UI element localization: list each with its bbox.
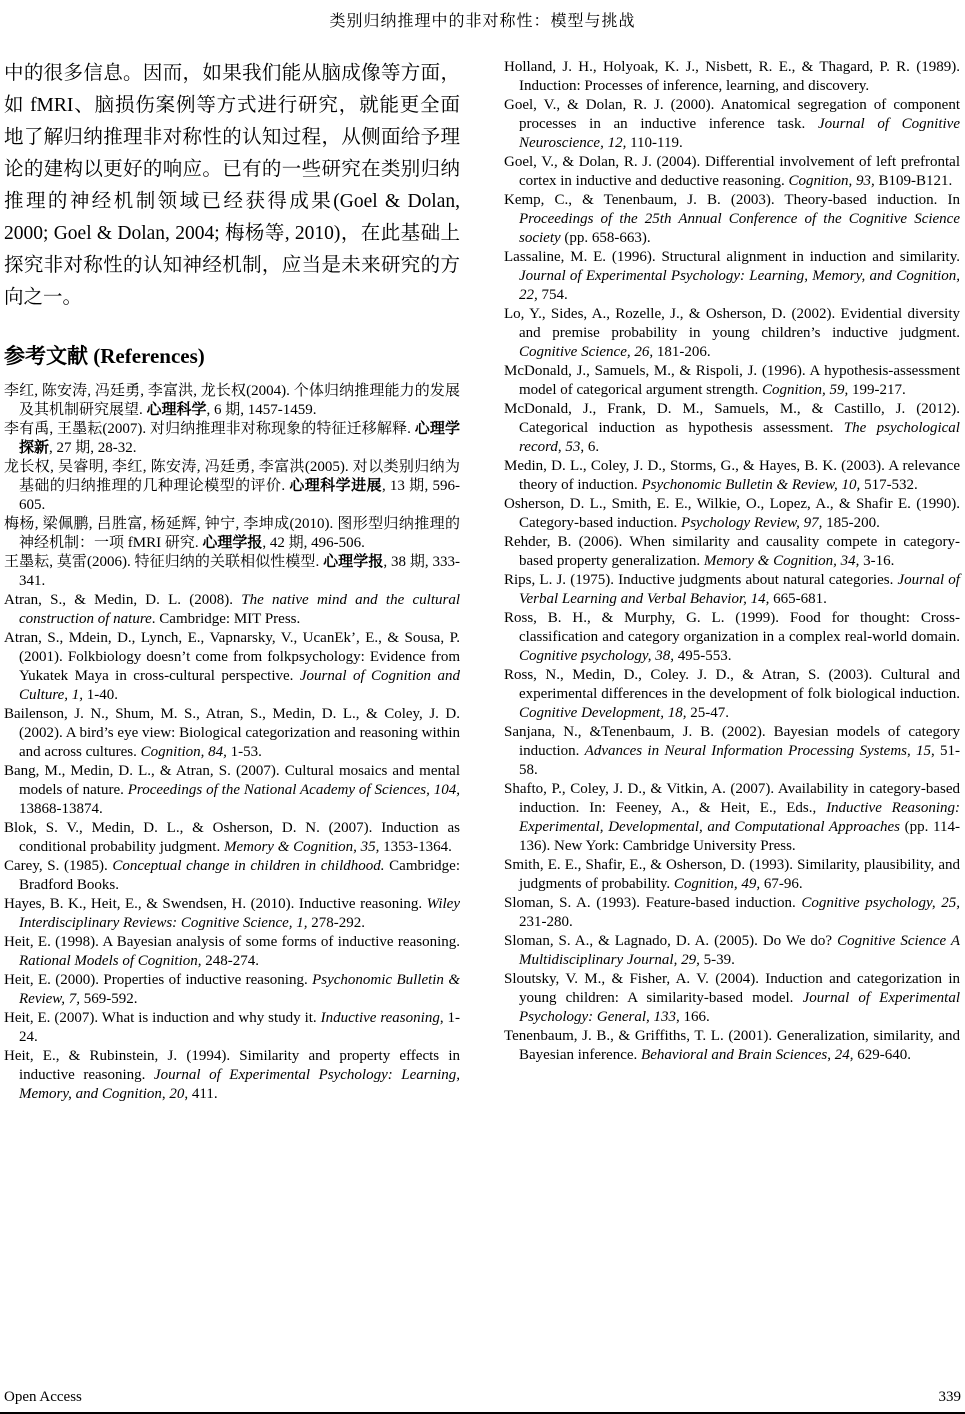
reference-text: , 411. bbox=[184, 1086, 218, 1102]
reference-text: 754. bbox=[537, 287, 568, 303]
reference-text: Rehder, B. (2006). When similarity and causality compete in category-based property generalization. bbox=[504, 534, 960, 569]
reference-item bbox=[504, 457, 960, 495]
reference-text: 248-274. bbox=[201, 953, 259, 969]
reference-item bbox=[4, 857, 460, 895]
reference-text: 梅杨, 梁佩鹏, 吕胜富, 杨延辉, 钟宁, 李坤成(2010). 图形型归纳推理的神经机制：一项 fMRI 研究. bbox=[4, 516, 460, 551]
reference-item bbox=[504, 495, 960, 533]
reference-text: Rips, L. J. (1975). Inductive judgments about natural categories. bbox=[504, 572, 898, 588]
reference-text: Goel, V., & Dolan, R. J. (2000). Anatomical segregation of component processes in an inductive inference task. bbox=[504, 97, 960, 132]
reference-text: , bbox=[161, 1086, 170, 1102]
reference-text: Cognition, 59, bbox=[761, 382, 849, 398]
reference-text: 185-200. bbox=[822, 515, 880, 531]
page-footer bbox=[4, 1389, 961, 1406]
reference-text: The native mind and the cultural construction of nature bbox=[19, 592, 461, 627]
reference-text: Cognition, 84, bbox=[140, 744, 227, 760]
reference-text: 13868-13874. bbox=[19, 801, 103, 817]
page-title: 类别归纳推理中的非对称性：模型与挑战 bbox=[329, 13, 636, 30]
reference-text: Psychonomic Bulletin & Review, 10, bbox=[641, 477, 861, 493]
reference-text: 25-47. bbox=[686, 705, 729, 721]
reference-text: , 38 期, 333-341. bbox=[19, 554, 460, 589]
right-column bbox=[504, 58, 960, 1104]
reference-text: Cognitive psychology, 38, bbox=[519, 648, 674, 664]
reference-text: 心理学探新 bbox=[19, 421, 460, 456]
reference-text: Conceptual change in children in childhood. bbox=[112, 858, 385, 874]
reference-text: 1353-1364. bbox=[379, 839, 452, 855]
reference-item bbox=[504, 153, 960, 191]
reference-text: 心理科学进展 bbox=[289, 478, 382, 494]
reference-text: Sloman, S. A., & Lagnado, D. A. (2005). Do We do? bbox=[504, 933, 838, 949]
reference-item bbox=[504, 305, 960, 362]
reference-text: Journal of Experimental Psychology: Learning, Memory, and Cognition bbox=[19, 1067, 461, 1102]
reference-item bbox=[504, 248, 960, 305]
reference-text: Cognitive psychology, 25, bbox=[801, 895, 960, 911]
reference-text: , 1-24. bbox=[19, 1010, 461, 1045]
reference-text: 心理学报 bbox=[202, 535, 263, 551]
reference-text: Cambridge: Bradford Books. bbox=[19, 858, 460, 893]
reference-text: Journal of Cognitive Neuroscience, 12, bbox=[519, 116, 961, 151]
reference-text: Journal of Verbal Learning and Verbal Behavior, 14, bbox=[519, 572, 960, 607]
reference-text: 3-16. bbox=[859, 553, 895, 569]
reference-item bbox=[4, 591, 460, 629]
reference-text: Heit, E., & Rubinstein, J. (1994). Similarity and property effects in inductive reasoning. bbox=[4, 1048, 460, 1083]
reference-item bbox=[504, 58, 960, 96]
reference-item bbox=[504, 932, 960, 970]
reference-item bbox=[504, 894, 960, 932]
reference-text: B109-B121. bbox=[874, 173, 953, 189]
reference-text: 517-532. bbox=[860, 477, 918, 493]
reference-text: Journal of Experimental Psychology: Learning, Memory, and Cognition, 22, bbox=[519, 268, 960, 303]
reference-text: Lassaline, M. E. (1996). Structural alignment in induction and similarity. bbox=[504, 249, 960, 265]
reference-item bbox=[4, 819, 460, 857]
reference-item bbox=[504, 970, 960, 1027]
reference-text: 1-53. bbox=[226, 744, 262, 760]
reference-item bbox=[504, 191, 960, 248]
reference-text: Hayes, B. K., Heit, E., & Swendsen, H. (2010). Inductive reasoning. bbox=[4, 896, 427, 912]
reference-text: 20 bbox=[169, 1086, 185, 1102]
reference-text: Wiley Interdisciplinary Reviews: Cognitive Science, 1, bbox=[19, 896, 460, 931]
reference-text: Tenenbaum, J. B., & Griffiths, T. L. (2001). Generalization, similarity, and Bayesian inference. bbox=[504, 1028, 960, 1063]
reference-text: , bbox=[557, 439, 566, 455]
reference-text: Proceedings of the National Academy of Sciences, 104, bbox=[127, 782, 460, 798]
reference-text: , 13 期, 596-605. bbox=[19, 478, 460, 513]
reference-text: 199-217. bbox=[848, 382, 906, 398]
reference-text: Lo, Y., Sides, A., Rozelle, J., & Osherson, D. (2002). Evidential diversity and premise probability in young children’s inductive judgment. bbox=[504, 306, 960, 341]
reference-text: 278-292. bbox=[307, 915, 366, 931]
reference-text: , 6 期, 1457-1459. bbox=[206, 402, 317, 418]
reference-item bbox=[4, 629, 460, 705]
reference-item bbox=[4, 1009, 460, 1047]
references-heading: 参考文献 (References) bbox=[4, 344, 205, 368]
reference-text: , 51-58. bbox=[519, 743, 960, 778]
reference-text: Psychology Review, 97, bbox=[681, 515, 823, 531]
reference-item bbox=[4, 382, 460, 420]
left-column bbox=[4, 58, 460, 1104]
reference-text: 181-206. bbox=[653, 344, 711, 360]
intro-paragraph: 中的很多信息。因而，如果我们能从脑成像等方面，如 fMRI、脑损伤案例等方式进行研究，就能更全面地了解归纳推理非对称性的认知过程，从侧面给予理论的建构以更好的响应。已有的一些研究在类别归纳推理的神经机制领域已经获得成果(Goel & Dolan, 2000; Goel & Dolan, 2004; 梅杨等, 2010)，在此基础上探究非对称性的认知神经机制，应当是未来研究的方向之一。 bbox=[4, 63, 460, 308]
reference-text: Heit, E. (1998). A Bayesian analysis of some forms of inductive reasoning. bbox=[4, 934, 460, 950]
reference-text: Cognition, 93, bbox=[788, 173, 875, 189]
reference-text: McDonald, J., Frank, D. M., Samuels, M., & Castillo, J. (2012). Categorical induction as hypothesis assessment. bbox=[504, 401, 960, 436]
reference-item bbox=[4, 762, 460, 819]
reference-text: Ross, B. H., & Murphy, G. L. (1999). Food for thought: Cross-classification and category organization in a complex real-world domain. bbox=[504, 610, 960, 645]
reference-text: Sloutsky, V. M., & Fisher, A. V. (2004). Induction and categorization in young children: A similarity-based model. bbox=[504, 971, 960, 1006]
reference-text: 231-280. bbox=[519, 914, 573, 930]
reference-item bbox=[4, 705, 460, 762]
reference-text: (pp. 658-663). bbox=[560, 230, 651, 246]
reference-text: Holland, J. H., Holyoak, K. J., Nisbett, R. E., & Thagard, P. R. (1989). Induction: Processes of inference, learning, and discovery. bbox=[504, 59, 960, 94]
reference-text: 67-96. bbox=[760, 876, 803, 892]
reference-text: Proceedings of the 25th Annual Conference of the Cognitive Science society bbox=[519, 211, 960, 246]
reference-text: Cognitive Science A Multidisciplinary Journal, 29, bbox=[519, 933, 960, 968]
reference-text: Kemp, C., & Tenenbaum, J. B. (2003). Theory-based induction. In bbox=[504, 192, 960, 208]
reference-text: Cognitive Development, 18, bbox=[519, 705, 687, 721]
reference-text: Bang, M., Medin, D. L., & Atran, S. (2007). Cultural mosaics and mental models of nature. bbox=[4, 763, 460, 798]
reference-text: Carey, S. (1985). bbox=[4, 858, 113, 874]
reference-text: The psychological record bbox=[519, 420, 960, 455]
reference-item bbox=[4, 895, 460, 933]
reference-text: Sanjana, N., &Tenenbaum, J. B. (2002). Bayesian models of category induction. bbox=[504, 724, 960, 759]
reference-text: Heit, E. (2007). What is induction and why study it. bbox=[4, 1010, 321, 1026]
reference-text: 5-39. bbox=[699, 952, 735, 968]
reference-text: 665-681. bbox=[769, 591, 827, 607]
reference-item bbox=[504, 780, 960, 856]
reference-text: . Cambridge: MIT Press. bbox=[151, 611, 301, 627]
reference-text: Rational Models of Cognition, bbox=[19, 953, 202, 969]
reference-text: , 6. bbox=[580, 439, 600, 455]
reference-item bbox=[504, 571, 960, 609]
reference-text: , bbox=[907, 743, 916, 759]
reference-item bbox=[4, 515, 460, 553]
reference-item bbox=[504, 1027, 960, 1065]
reference-text: Shafto, P., Coley, J. D., & Vitkin, A. (2007). Availability in category-based induction. In: Feeney, A., & Heit, E., Eds., bbox=[504, 781, 960, 816]
reference-item bbox=[4, 933, 460, 971]
reference-text: 15 bbox=[916, 743, 931, 759]
reference-item bbox=[504, 723, 960, 780]
reference-text: , 42 期, 496-506. bbox=[262, 535, 365, 551]
reference-text: 李有禹, 王墨耘(2007). 对归纳推理非对称现象的特征迁移解释. bbox=[4, 421, 415, 437]
reference-item bbox=[504, 96, 960, 153]
reference-text: Cognitive Science, 26, bbox=[519, 344, 654, 360]
reference-item bbox=[504, 666, 960, 723]
reference-text: 龙长权, 吴睿明, 李红, 陈安涛, 冯廷勇, 李富洪(2005). 对以类别归纳为基础的归纳推理的几种理论模型的评价. bbox=[4, 459, 460, 494]
reference-text: Heit, E. (2000). Properties of inductive reasoning. bbox=[4, 972, 313, 988]
reference-text: Behavioral and Brain Sciences bbox=[641, 1047, 828, 1063]
reference-text: Journal of Experimental Psychology: General, 133 bbox=[519, 990, 960, 1025]
reference-item bbox=[504, 362, 960, 400]
content-columns bbox=[0, 58, 965, 1104]
reference-text: Journal of Cognition and Culture, 1, bbox=[19, 668, 460, 703]
reference-text: Atran, S., & Medin, D. L. (2008). bbox=[4, 592, 242, 608]
references-list-left bbox=[4, 382, 460, 1104]
reference-text: Memory & Cognition, 35, bbox=[223, 839, 380, 855]
references-list-right bbox=[504, 58, 960, 1065]
reference-text: Psychonomic Bulletin & Review, 7, bbox=[19, 972, 460, 1007]
reference-text: Advances in Neural Information Processing Systems bbox=[584, 743, 907, 759]
reference-text: Bailenson, J. N., Shum, M. S., Atran, S., Medin, D. L., & Coley, J. D. (2002). A bird’s eye view: Biological categorization and reasoning within and across cultures. bbox=[4, 706, 460, 760]
reference-text: 495-553. bbox=[673, 648, 732, 664]
reference-item bbox=[4, 971, 460, 1009]
reference-text: 心理科学 bbox=[146, 402, 207, 418]
reference-text: McDonald, J., Samuels, M., & Rispoli, J. (1996). A hypothesis-assessment model of categorical argument strength. bbox=[504, 363, 960, 398]
reference-item bbox=[504, 609, 960, 666]
reference-item bbox=[504, 533, 960, 571]
reference-text: 569-592. bbox=[79, 991, 138, 1007]
reference-text: Sloman, S. A. (1993). Feature-based induction. bbox=[504, 895, 802, 911]
reference-text: 心理学报 bbox=[323, 554, 384, 570]
reference-text: Osherson, D. L., Smith, E. E., Wilkie, O., Lopez, A., & Shafir E. (1990). Category-based induction. bbox=[504, 496, 960, 531]
reference-item bbox=[504, 400, 960, 457]
reference-item bbox=[4, 553, 460, 591]
reference-item bbox=[4, 1047, 460, 1104]
page-number: 339 bbox=[938, 1389, 961, 1405]
reference-item bbox=[4, 458, 460, 515]
reference-text: 王墨耘, 莫雷(2006). 特征归纳的关联相似性模型. bbox=[4, 554, 324, 570]
reference-text: 24 bbox=[834, 1047, 850, 1063]
reference-text: 110-119. bbox=[626, 135, 683, 151]
reference-text: Blok, S. V., Medin, D. L., & Osherson, D. N. (2007). Induction as conditional probability judgment. bbox=[4, 820, 460, 855]
reference-item bbox=[504, 856, 960, 894]
reference-text: Memory & Cognition, 34, bbox=[703, 553, 860, 569]
reference-text: , 166. bbox=[676, 1009, 710, 1025]
reference-text: Cognition, 49, bbox=[673, 876, 761, 892]
reference-text: Smith, E. E., Shafir, E., & Osherson, D. (1993). Similarity, plausibility, and judgments of probability. bbox=[504, 857, 960, 892]
reference-text: , 629-640. bbox=[849, 1047, 911, 1063]
reference-text: 53 bbox=[565, 439, 581, 455]
reference-text: Medin, D. L., Coley, J. D., Storms, G., & Hayes, B. K. (2003). A relevance theory of induction. bbox=[504, 458, 960, 493]
reference-item bbox=[4, 420, 460, 458]
reference-text: Inductive Reasoning: Experimental, Developmental, and Computational Approaches bbox=[519, 800, 960, 835]
reference-text: 1-40. bbox=[83, 687, 119, 703]
reference-text: (pp. 114-136). New York: Cambridge University Press. bbox=[519, 819, 960, 854]
reference-text: , 27 期, 28-32. bbox=[49, 440, 137, 456]
reference-text: 李红, 陈安涛, 冯廷勇, 李富洪, 龙长权(2004). 个体归纳推理能力的发展及其机制研究展望. bbox=[4, 383, 460, 418]
reference-text: Goel, V., & Dolan, R. J. (2004). Differential involvement of left prefrontal cortex in inductive and deductive reasoning. bbox=[504, 154, 960, 189]
open-access-label: Open Access bbox=[4, 1389, 82, 1405]
reference-text: Ross, N., Medin, D., Coley. J. D., & Atran, S. (2003). Cultural and experimental differences in the development of folk biological induction. bbox=[504, 667, 960, 702]
reference-text: , bbox=[827, 1047, 835, 1063]
reference-text: Atran, S., Mdein, D., Lynch, E., Vapnarsky, V., UcanEk’, E., & Sousa, P. (2001). Folkbiology doesn’t come from folkpsychology: Evidence from Yukatek Maya in cross-cultural perspective. bbox=[4, 630, 460, 684]
reference-text: Inductive reasoning bbox=[320, 1010, 440, 1026]
